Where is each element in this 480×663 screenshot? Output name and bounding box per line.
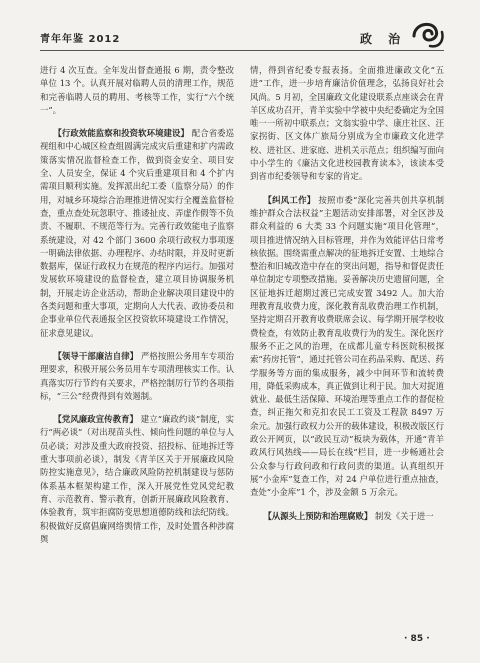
paragraph: 【从源头上预防和治理腐败】 制发《关于进一 — [263, 510, 434, 521]
paragraph: 【领导干部廉洁自律】 严格按照公务用车专项治理要求，积极开展公务员用车专项清理核实工作。认真落实厉行节约有关要求，严格控制厉行节约各项指标，“三公”经费得到有效遏制。 — [40, 350, 235, 401]
swirl-ornament-icon — [410, 18, 446, 52]
paragraph: 情，得到省纪委专报表扬。全面推进廉政文化“五进”工作，进一步培育廉洁价值理念，弘扬良好社会风尚。5 月初，全国廉政文化建设联系点座谈会在青羊区成功召开，青羊实验中学被中央纪委确定为全国唯一一所初中联系点；文翁实验中学、康庄社区、汪家拐街、区文体广旅局分别成为全市廉政文化进学校、进社区、进家庭、进机关示范点；组织编写面向中小学生的《廉洁文化进校园教育读本》，该读本受到省市纪委领导和专家的肯定。 — [250, 65, 444, 182]
paragraph-heading: 【行政效能监察和投资软环境建设】 — [53, 128, 189, 139]
section-title: 政 治 — [360, 32, 407, 46]
paragraph-heading: 【从源头上预防和治理腐败】 — [263, 510, 373, 521]
paragraph-heading: 【领导干部廉洁自律】 — [53, 350, 139, 361]
right-column — [250, 64, 444, 533]
page-number: · 85 · — [404, 634, 430, 644]
paragraph-heading: 【党风廉政宣传教育】 — [53, 414, 139, 425]
paragraph: 【纠风工作】 按照市委“深化完善共创共享机制维护群众合法权益”主题活动安排部署，对全区涉及群众利益的 6 大类 33 个问题实施“项目化管理”，项目推进情况纳入目标管理，并作为效能评估日常考核依据。围绕需重点解决的征地拆迁安置、土地综合整治和旧城改造中存在的突出问题，指导和督促责任单位制定专项整改措施。妥善解决历史遗留问题，全区征地拆迁超期过渡已完成安置 3492 人。加大治理教育乱收费力度，深化教育乱收费治理工作机制，坚持定期召开教育收费联席会议、每学期开展学校收费检查，有效防止教育乱收费行为的发生。深化医疗服务不正之风的治理，在成都儿童专科医院积极探索“药房托管”，通过托管公司在药品采购、配送、药学服务等方面的集成服务，减少中间环节和流转费用，降低采购成本，真正做到让利于民。加大对捉道就业、最低生活保障、环境治理等重点工作的督促检查，纠正拖欠和克扣农民工工资及工程款 8497 万余元。加强行政权力公开的载体建设，积极改版区行政公开网页，以“政民互动”板块为载体，开通“青羊政风行风热线——局长在线”栏目，进一步畅通社会公众参与行政问政和行政问责的渠道。认真组织开展“小金库”复查工作，对 24 户单位进行重点抽查，查处“小金库”1 个，涉及金额 5 万余元。 — [250, 194, 444, 498]
paragraph-heading: 【纠风工作】 — [263, 194, 316, 205]
paragraph: 【行政效能监察和投资软环境建设】 配合省委巡视组和中心城区检查组圆满完成灾后重建和扩内需政策落实情况监督检查工作，做到资金安全、项目安全、人员安全，保证 4 个灾后重建项目和 4 个扩内需项目顺利实施。发挥派出纪工委（监察分局）的作用，对城乡环境综合治理推进情况实行全覆盖监督检查，重点查处玩忽职守、推诿扯皮、弄虚作假等不负责、不履职、不规范等行为。完善行政效能电子监察系统建设，对 42 个部门 3600 余项行政权力事项逐一明确法律依据、办理程序、办结时限，并及时更新数据库，保证行政权力在规范的程序内运行。加强对发展软环境建设的监督检查，建立项目协调服务机制，开展走访企业活动，帮助企业解决项目建设中的各类问题和重大事项，定期向人大代表、政协委员和企事业单位代表通报全区投资软环境建设工作情况，征求意见建议。 — [40, 128, 235, 338]
paragraph: 进行 4 次互查。全年发出督查通报 6 期，责令整改单位 13 个。认真开展对临聘人员的清理工作，规范和完善临聘人员的聘用、考核等工作，实行“六个统一”。 — [40, 65, 234, 115]
header-rule — [40, 50, 444, 51]
paragraph: 【党风廉政宣传教育】 建立“廉政约谈”制度，实行“两必谈”（对出现苗头性、倾向性问题的单位与人员必谈；对涉及重大政府投资、招投标、征地拆迁等重大事项前必谈），制发《青羊区关于开展廉政风险防控实施意见》，结合廉政风险防控机制建设与惩防体系基本框架构建工作，深入开展党性党风党纪教育、示范教育、警示教育，创新开展廉政风险教育、体验教育，筑牢拒腐防变思想道德防线和法纪防线。积极做好反腐倡廉网络舆情工作，及时处置各种涉腐舆 — [40, 414, 235, 544]
left-column — [40, 64, 234, 556]
book-title: 青年年鉴 2012 — [40, 34, 121, 45]
